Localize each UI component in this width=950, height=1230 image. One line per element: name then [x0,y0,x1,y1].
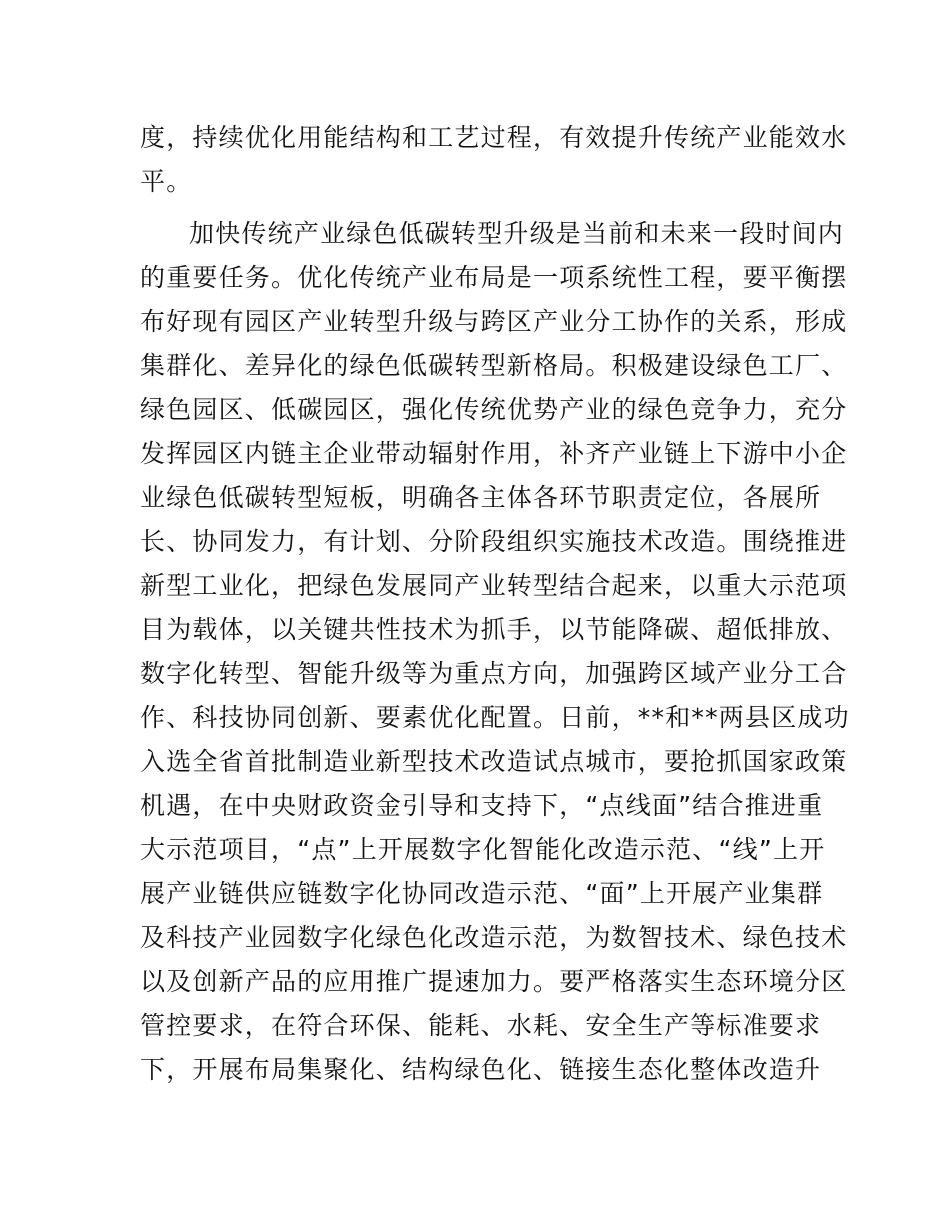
paragraph-first-line: 加快传统产业绿色低碳转型升级是当前和未来一段时间内 [189,219,845,248]
text-line: 目为载体，以关键共性技术为抓手，以节能降碳、超低排放、 [140,615,848,644]
text-line: 新型工业化，把绿色发展同产业转型结合起来，以重大示范项 [140,571,848,600]
text-line: 大示范项目，“点”上开展数字化智能化改造示范、“线”上开 [140,835,826,864]
text-line: 数字化转型、智能升级等为重点方向，加强跨区域产业分工合 [140,659,848,688]
text-line: 度，持续优化用能结构和工艺过程，有效提升传统产业能效水 [140,123,848,152]
text-line: 下，开展布局集聚化、结构绿色化、链接生态化整体改造升 [140,1055,822,1084]
text-line: 管控要求，在符合环保、能耗、水耗、安全生产等标准要求 [140,1011,822,1040]
text-line: 展产业链供应链数字化协同改造示范、“面”上开展产业集群 [140,879,824,908]
text-line: 作、科技协同创新、要素优化配置。日前，**和**两县区成功 [140,703,850,732]
text-line: 业绿色低碳转型短板，明确各主体各环节职责定位，各展所 [140,483,822,512]
text-line: 以及创新产品的应用推广提速加力。要严格落实生态环境分区 [140,967,848,996]
text-line: 的重要任务。优化传统产业布局是一项系统性工程，要平衡摆 [140,263,848,292]
text-line: 入选全省首批制造业新型技术改造试点城市，要抢抓国家政策 [140,747,848,776]
text-line: 机遇，在中央财政资金引导和支持下，“点线面”结合推进重 [140,791,824,820]
text-line: 及科技产业园数字化绿色化改造示范，为数智技术、绿色技术 [140,923,848,952]
text-line: 平。 [140,167,193,196]
text-line: 集群化、差异化的绿色低碳转型新格局。积极建设绿色工厂、 [140,351,848,380]
text-line: 发挥园区内链主企业带动辐射作用，补齐产业链上下游中小企 [140,439,848,468]
text-line: 长、协同发力，有计划、分阶段组织实施技术改造。围绕推进 [140,527,848,556]
text-line: 绿色园区、低碳园区，强化传统优势产业的绿色竞争力，充分 [140,395,848,424]
text-line: 布好现有园区产业转型升级与跨区产业分工协作的关系，形成 [140,307,848,336]
